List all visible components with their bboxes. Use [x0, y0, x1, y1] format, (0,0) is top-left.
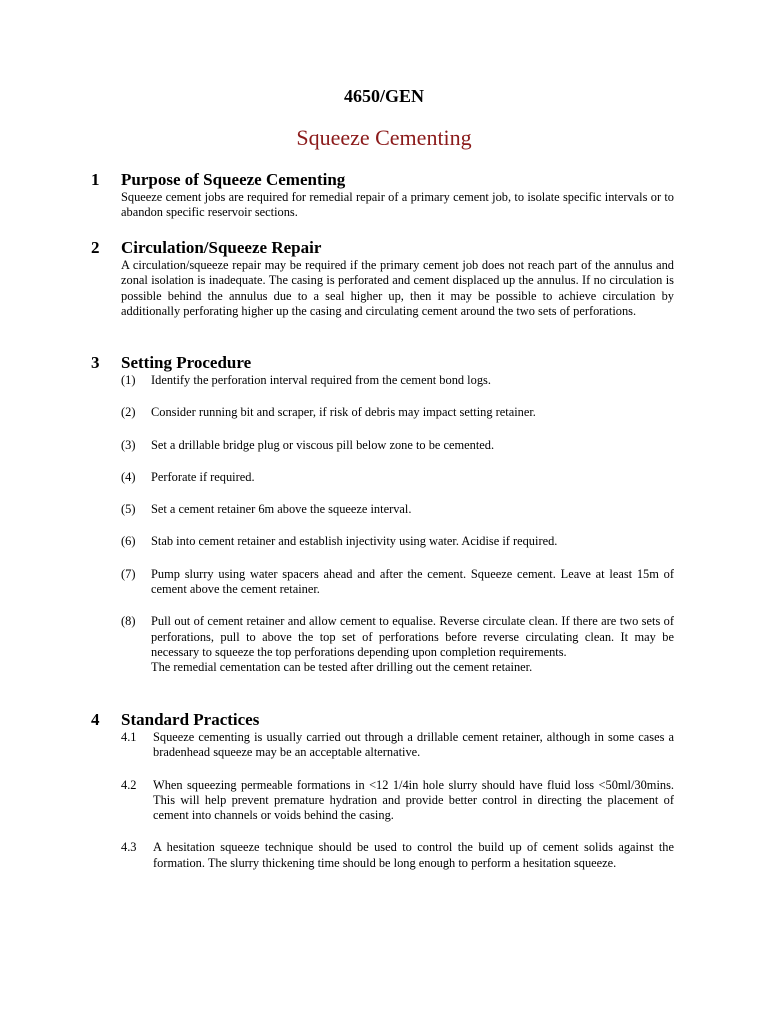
section-purpose	[0, 170, 768, 221]
step-text: Pull out of cement retainer and allow cement to equalise. Reverse circulate clean. If there are two sets of perforations, pull to above the top set of perforations before reverse circulating clean. It may be necessary to squeeze the top perforations depending upon completion requirements.	[151, 614, 674, 659]
practice-text: A hesitation squeeze technique should be used to control the build up of cement solids against the formation. The slurry thickening time should be long enough to perform a hesitation squeeze.	[153, 840, 674, 870]
practice-number: 4.1	[121, 730, 137, 744]
step-number: (7)	[121, 566, 136, 581]
practice-text: Squeeze cementing is usually carried out through a drillable cement retainer, although in some cases a bradenhead squeeze may be an acceptable alternative.	[153, 730, 674, 760]
step-text: Identify the perforation interval required from the cement bond logs.	[151, 373, 491, 387]
document-title: Squeeze Cementing	[296, 125, 472, 150]
practice-text: When squeezing permeable formations in <12 1/4in hole slurry should have fluid loss <50ml/30mins. This will help prevent premature hydration and provide better control in directing the placement of cement into channels or voids behind the casing.	[153, 777, 674, 823]
step-text: Consider running bit and scraper, if risk of debris may impact setting retainer.	[151, 405, 536, 420]
section-heading	[0, 710, 768, 730]
section-standard-practices	[0, 710, 768, 888]
practice-number: 4.3	[121, 840, 137, 855]
document-id: 4650/GEN	[343, 86, 424, 106]
step-number: (5)	[121, 502, 136, 517]
step-number: (8)	[121, 614, 136, 629]
section-title: Purpose of Squeeze Cementing	[121, 170, 346, 189]
procedure-step	[121, 470, 674, 485]
practice-item	[121, 840, 674, 871]
procedure-step	[121, 373, 674, 388]
section-heading	[0, 238, 768, 258]
step-text: Perforate if required.	[151, 469, 255, 484]
step-number: (4)	[121, 469, 136, 484]
practice-item	[121, 778, 674, 824]
section-setting-procedure	[0, 353, 768, 676]
practice-item	[121, 730, 674, 761]
section-body: A circulation/squeeze repair may be required if the primary cement job does not reach part of the annulus and zonal isolation is inadequate. The casing is perforated and cement displaced up the annulus. If no circulation is possible behind the annulus due to a seal higher up, then it may be possible to achieve circulation by additionally perforating higher up the casing and circulating cement around the two sets of perforations.	[121, 258, 674, 318]
section-body: Squeeze cement jobs are required for remedial repair of a primary cement job, to isolate specific intervals or to abandon specific reservoir sections.	[121, 190, 674, 220]
step-text: Stab into cement retainer and establish injectivity using water. Acidise if required.	[151, 534, 558, 549]
section-heading	[0, 353, 768, 373]
section-heading	[0, 170, 768, 190]
step-note: The remedial cementation can be tested after drilling out the cement retainer.	[151, 660, 533, 675]
procedure-step	[121, 534, 674, 549]
section-number: 2	[91, 238, 100, 257]
step-number: (2)	[121, 405, 136, 420]
procedure-step	[121, 502, 674, 517]
section-circulation-squeeze-repair	[0, 238, 768, 319]
step-text: Set a cement retainer 6m above the squeeze interval.	[151, 502, 412, 517]
practice-number: 4.2	[121, 777, 137, 792]
section-title: Standard Practices	[121, 710, 260, 729]
section-title: Circulation/Squeeze Repair	[121, 238, 322, 257]
procedure-step	[121, 614, 674, 675]
procedure-step	[121, 567, 674, 598]
section-title: Setting Procedure	[121, 353, 252, 372]
step-number: (3)	[121, 437, 136, 452]
step-number: (1)	[121, 373, 136, 387]
procedure-step	[121, 438, 674, 453]
step-number: (6)	[121, 534, 136, 549]
procedure-step	[121, 405, 674, 420]
section-number: 4	[91, 710, 100, 729]
section-number: 1	[91, 170, 100, 189]
step-text: Pump slurry using water spacers ahead and after the cement. Squeeze cement. Leave at least 15m of cement above the cement retainer.	[151, 566, 674, 597]
section-number: 3	[91, 353, 100, 372]
step-text: Set a drillable bridge plug or viscous pill below zone to be cemented.	[151, 437, 495, 452]
